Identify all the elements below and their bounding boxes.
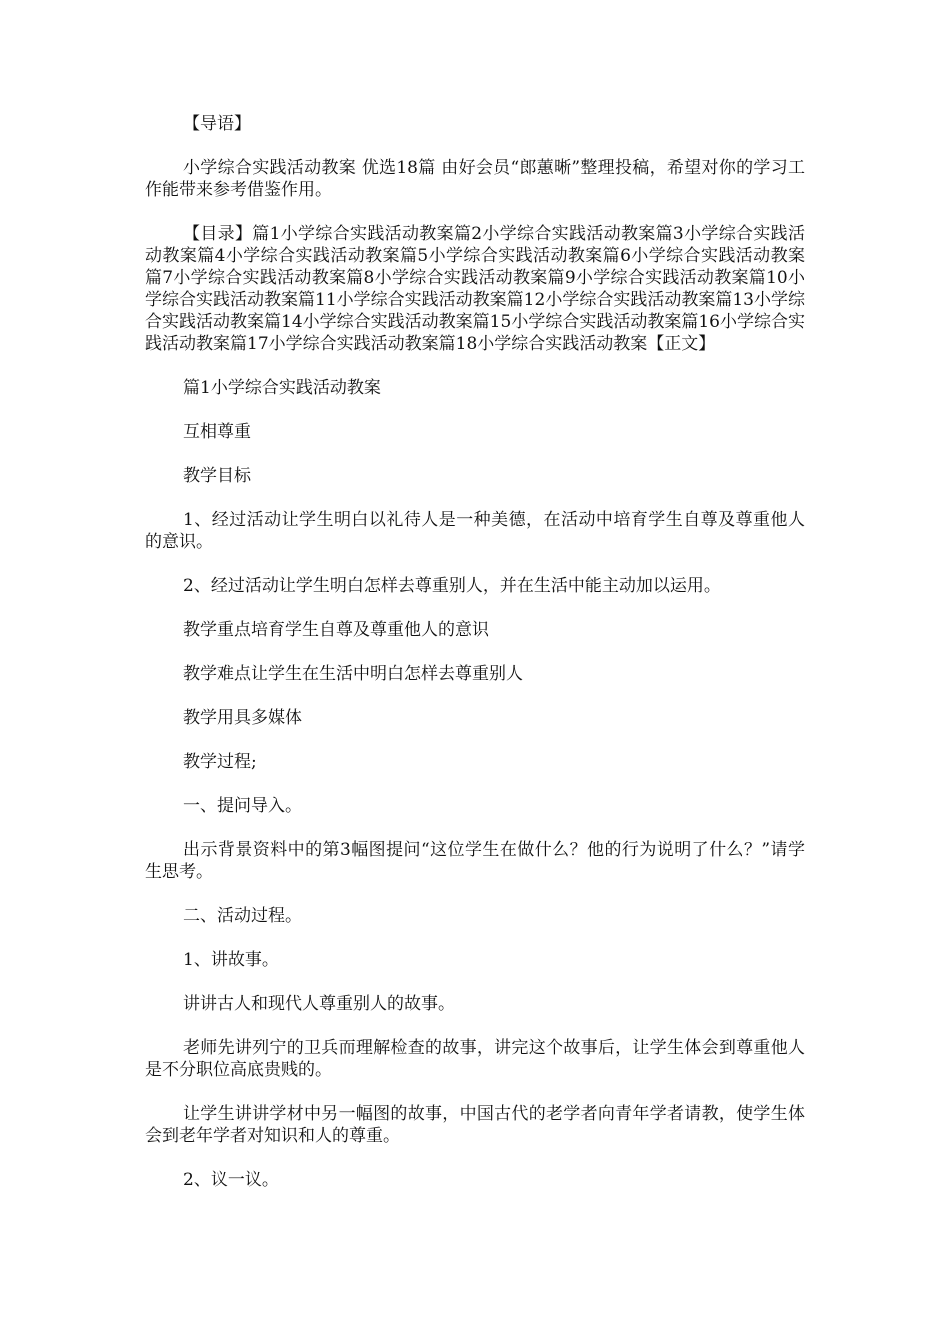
intro-paragraph: 小学综合实践活动教案 优选18篇 由好会员“郎蕙晰”整理投稿，希望对你的学习工作能带来参考借鉴作用。 (145, 158, 805, 200)
objectives-heading: 教学目标 (183, 466, 251, 486)
process-heading: 教学过程; (183, 752, 257, 772)
difficult-point: 教学难点让学生在生活中明白怎样去尊重别人 (183, 664, 523, 684)
step-2-heading: 二、活动过程。 (183, 906, 302, 926)
substep-1-heading: 1、讲故事。 (183, 950, 279, 970)
objective-1: 1、经过活动让学生明白以礼待人是一种美德，在活动中培育学生自尊及尊重他人的意识。 (145, 510, 805, 552)
objective-2: 2、经过活动让学生明白怎样去尊重别人，并在生活中能主动加以运用。 (183, 576, 721, 596)
substep-2-heading: 2、议一议。 (183, 1170, 279, 1190)
step-1-heading: 一、提问导入。 (183, 796, 302, 816)
document-body (145, 113, 805, 1213)
substep-1-student-story: 让学生讲讲学材中另一幅图的故事，中国古代的老学者向青年学者请教，使学生体会到老年学者对知识和人的尊重。 (145, 1104, 805, 1146)
substep-1-intro: 讲讲古人和现代人尊重别人的故事。 (183, 994, 455, 1014)
section-title: 篇1小学综合实践活动教案 (183, 378, 381, 398)
step-1-body: 出示背景资料中的第3幅图提问“这位学生在做什么？他的行为说明了什么？”请学生思考。 (145, 840, 805, 882)
intro-heading: 【导语】 (183, 114, 251, 134)
table-of-contents: 【目录】篇1小学综合实践活动教案篇2小学综合实践活动教案篇3小学综合实践活动教案篇4小学综合实践活动教案篇5小学综合实践活动教案篇6小学综合实践活动教案篇7小学综合实践活动教案篇8小学综合实践活动教案篇9小学综合实践活动教案篇10小学综合实践活动教案篇11小学综合实践活动教案篇12小学综合实践活动教案篇13小学综合实践活动教案篇14小学综合实践活动教案篇15小学综合实践活动教案篇16小学综合实践活动教案篇17小学综合实践活动教案篇18小学综合实践活动教案【正文】 (145, 224, 805, 354)
substep-1-teacher-story: 老师先讲列宁的卫兵而理解检查的故事，讲完这个故事后，让学生体会到尊重他人是不分职位高底贵贱的。 (145, 1038, 805, 1080)
key-point: 教学重点培育学生自尊及尊重他人的意识 (183, 620, 489, 640)
lesson-title: 互相尊重 (183, 422, 251, 442)
teaching-tools: 教学用具多媒体 (183, 708, 302, 728)
